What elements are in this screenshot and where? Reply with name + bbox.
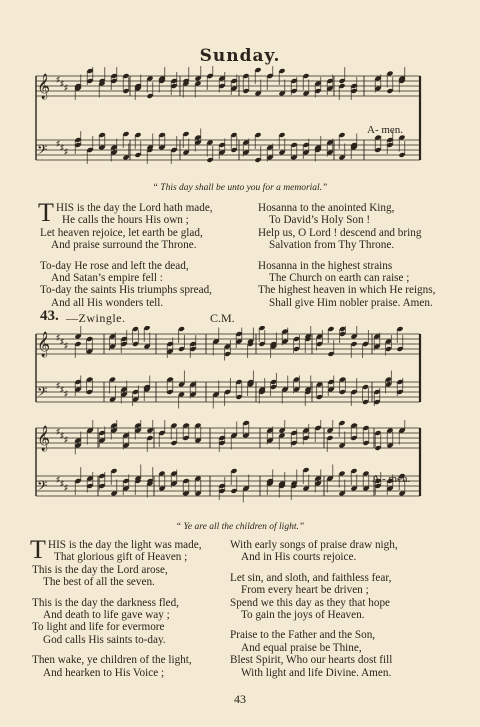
treble-staff [36, 425, 420, 451]
verse-line: With early songs of praise draw nigh, [230, 539, 398, 551]
sharp-icon: ♯ [60, 337, 64, 346]
hymn2-score-system1 [34, 326, 424, 426]
sharp-icon: ♯ [64, 435, 68, 444]
verse-line: HIS is the day the light was made, [48, 539, 202, 551]
hymn1-amen: A- men. [367, 124, 404, 136]
verse-line: And death to life gave way ; [43, 609, 170, 622]
verse-line: And hearken to His Voice ; [43, 666, 165, 679]
sharp-icon: ♯ [60, 143, 64, 152]
verse-line: Praise to the Father and the Son, [230, 629, 376, 642]
verse-line: Spend we this day as they that hope [230, 596, 391, 609]
sharp-icon: ♯ [60, 79, 64, 88]
verse-line: The Church on earth can raise ; [269, 272, 410, 285]
verse-line: To light and life for evermore [32, 621, 165, 634]
verse-line: With light and life Divine. Amen. [241, 666, 392, 679]
hymn1-caption: “ This day shall be unto you for a memorial.” [152, 183, 328, 193]
verse-line: That glorious gift of Heaven ; [54, 551, 188, 564]
bass-clef-icon: 𝄢 [37, 384, 48, 403]
sharp-icon: ♯ [64, 147, 68, 156]
verse-line: HIS is the day the Lord hath made, [56, 202, 213, 214]
verse-line: God calls His saints to-day. [43, 633, 166, 646]
verse-line: Shall give Him nobler praise. Amen. [269, 296, 433, 309]
verse-line: From every heart be driven ; [241, 584, 369, 597]
hymn2-verses-left [30, 535, 247, 687]
hymn1-verses-left [38, 198, 250, 317]
treble-clef-icon: 𝄞 [37, 74, 51, 99]
verse-line: And all His wonders tell. [51, 296, 164, 309]
treble-staff [36, 73, 420, 99]
verse-line: And praise surround the Throne. [51, 239, 197, 252]
verse-line: To-day He rose and left the dead, [40, 259, 189, 272]
hymn1-stanza-4 [258, 260, 438, 310]
hymn2-verses-right [230, 539, 450, 687]
hymn2-score-system2 [34, 420, 424, 520]
verse-line: Hosanna to the anointed King, [258, 202, 395, 214]
hymn2-caption: “ Ye are all the children of light.” [175, 522, 305, 532]
verse-line: And equal praise be Thine, [241, 641, 362, 654]
hymn1-stanza-1 [38, 198, 250, 252]
verse-line: To-day the saints His triumphs spread, [40, 284, 212, 297]
verse-line: To David’s Holy Son ! [269, 214, 371, 227]
verse-line: Let heaven rejoice, let earth be glad, [40, 226, 203, 239]
sharp-icon: ♯ [64, 341, 68, 350]
hymn2-dropcap: T [30, 535, 46, 564]
verse-line: This is the day the Lord arose, [32, 563, 168, 576]
sharp-icon: ♯ [56, 333, 60, 342]
verse-line: Salvation from Thy Throne. [269, 239, 395, 252]
sharp-icon: ♯ [60, 385, 64, 394]
sharp-icon: ♯ [56, 381, 60, 390]
sharp-icon: ♯ [64, 389, 68, 398]
bass-staff [36, 139, 420, 161]
verse-line: This is the day the darkness fled, [32, 596, 179, 609]
hymn2-stanza-1 [30, 535, 247, 589]
hymn1-dropcap: T [38, 198, 54, 227]
verse-line: He calls the hours His own ; [62, 214, 189, 227]
treble-clef-icon: 𝄞 [37, 426, 51, 451]
verse-line: Help us, O Lord ! descend and bring [258, 226, 422, 239]
sharp-icon: ♯ [60, 479, 64, 488]
hymn1-score [34, 66, 424, 182]
verse-line: Blest Spirit, Who our hearts dost fill [230, 654, 393, 667]
verse-line: And in His courts rejoice. [241, 551, 357, 564]
bass-clef-icon: 𝄢 [37, 478, 48, 497]
hymn2-stanza-3-cont [230, 539, 450, 564]
verse-line: Let sin, and sloth, and faithless fear, [230, 571, 392, 584]
verse-line: Hosanna in the highest strains [258, 259, 393, 272]
verse-line: Then wake, ye children of the light, [32, 654, 192, 667]
sharp-icon: ♯ [64, 483, 68, 492]
hymn1-stanza-2 [40, 260, 250, 310]
verse-line: The highest heaven in which He reigns, [258, 284, 436, 297]
sharp-icon: ♯ [64, 83, 68, 92]
verse-line: And Satan’s empire fell : [51, 272, 163, 285]
bass-clef-icon: 𝄢 [37, 142, 48, 161]
hymn2-stanza-2 [32, 597, 247, 647]
sharp-icon: ♯ [56, 139, 60, 148]
page-number: 43 [234, 692, 246, 706]
hymn1-verses-right [258, 202, 438, 317]
sharp-icon: ♯ [56, 475, 60, 484]
hymn2-number: 43. [40, 308, 59, 324]
verse-line: To gain the joys of Heaven. [241, 609, 365, 622]
sharp-icon: ♯ [56, 427, 60, 436]
hymn2-stanza-3 [32, 654, 247, 679]
treble-clef-icon: 𝄞 [37, 332, 51, 357]
hymn2-tune: —Zwingle. [66, 311, 126, 325]
verse-line: The best of all the seven. [43, 576, 155, 589]
hymn2-stanza-4 [230, 572, 450, 622]
hymn2-stanza-5 [230, 629, 450, 679]
page-title: Sunday. [199, 46, 281, 66]
hymn1-stanza-3 [258, 202, 438, 252]
hymn2-meter: C.M. [210, 311, 235, 325]
sharp-icon: ♯ [56, 75, 60, 84]
hymn2-amen: A - men. [372, 473, 411, 485]
bass-staff [36, 475, 420, 497]
sharp-icon: ♯ [60, 431, 64, 440]
